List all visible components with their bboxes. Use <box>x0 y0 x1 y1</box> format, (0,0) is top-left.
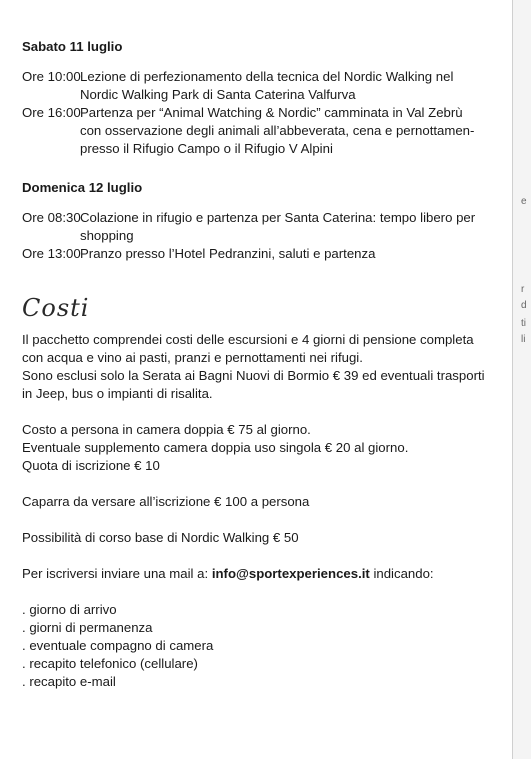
description-line: shopping <box>80 228 134 243</box>
package-line: Sono esclusi solo la Serata ai Bagni Nuovi di Bormio € 39 ed eventuali trasporti <box>22 368 485 383</box>
deposit-line: Caparra da versare all’iscrizione € 100 a persona <box>22 494 310 509</box>
schedule-time: Ore 16:00 <box>22 105 81 120</box>
list-item: . recapito e-mail <box>22 674 116 689</box>
schedule-description <box>80 209 492 245</box>
adjacent-page-text: d <box>521 300 527 311</box>
signup-line <box>22 565 492 583</box>
adjacent-page-text: e <box>521 196 527 207</box>
adjacent-page-edge <box>513 0 531 759</box>
signup-prefix: Per iscriversi inviare una mail a: <box>22 566 212 581</box>
schedule-description <box>80 68 492 104</box>
package-line: con acqua e vino ai pasti, pranzi e pernottamenti nei rifugi. <box>22 350 363 365</box>
page-content <box>22 38 492 691</box>
price-details <box>22 421 492 475</box>
schedule-item <box>22 209 492 245</box>
signup-suffix: indicando: <box>369 566 434 581</box>
schedule-item <box>22 68 492 104</box>
signup-email-link[interactable]: info@sportexperiences.it <box>211 566 370 581</box>
schedule-time: Ore 13:00 <box>22 246 81 261</box>
package-line: in Jeep, bus o impianti di risalita. <box>22 386 213 401</box>
price-line: Quota di iscrizione € 10 <box>22 458 160 473</box>
schedule-saturday <box>22 68 492 158</box>
section-title-costi: Costi <box>22 294 90 322</box>
adjacent-page-text: ti <box>521 318 526 329</box>
schedule-sunday <box>22 209 492 263</box>
package-description <box>22 331 492 403</box>
schedule-time: Ore 10:00 <box>22 69 81 84</box>
description-line: Pranzo presso l’Hotel Pedranzini, saluti e partenza <box>80 246 376 261</box>
requirements-list <box>22 601 492 691</box>
list-item: . recapito telefonico (cellulare) <box>22 656 198 671</box>
description-line: Lezione di perfezionamento della tecnica del Nordic Walking nel <box>80 69 454 84</box>
package-line: Il pacchetto comprendei costi delle escursioni e 4 giorni di pensione completa <box>22 332 474 347</box>
list-item: . eventuale compagno di camera <box>22 638 214 653</box>
day-title-saturday: Sabato 11 luglio <box>22 39 123 54</box>
price-line: Eventuale supplemento camera doppia uso singola € 20 al giorno. <box>22 440 409 455</box>
course-line: Possibilità di corso base di Nordic Walking € 50 <box>22 530 299 545</box>
description-line: presso il Rifugio Campo o il Rifugio V Alpini <box>80 141 333 156</box>
adjacent-page-text: li <box>521 334 526 345</box>
list-item: . giorni di permanenza <box>22 620 153 635</box>
schedule-description <box>80 104 492 158</box>
description-line: Nordic Walking Park di Santa Caterina Valfurva <box>80 87 356 102</box>
schedule-item <box>22 245 492 263</box>
schedule-time: Ore 08:30 <box>22 210 81 225</box>
description-line: Colazione in rifugio e partenza per Santa Caterina: tempo libero per <box>80 210 476 225</box>
day-title-sunday: Domenica 12 luglio <box>22 180 143 195</box>
list-item: . giorno di arrivo <box>22 602 117 617</box>
adjacent-page-text: r <box>521 284 525 295</box>
schedule-description <box>80 245 492 263</box>
description-line: Partenza per “Animal Watching & Nordic” camminata in Val Zebrù <box>80 105 463 120</box>
price-line: Costo a persona in camera doppia € 75 al giorno. <box>22 422 311 437</box>
description-line: con osservazione degli animali all’abbeverata, cena e pernottamen- <box>80 123 475 138</box>
schedule-item <box>22 104 492 158</box>
